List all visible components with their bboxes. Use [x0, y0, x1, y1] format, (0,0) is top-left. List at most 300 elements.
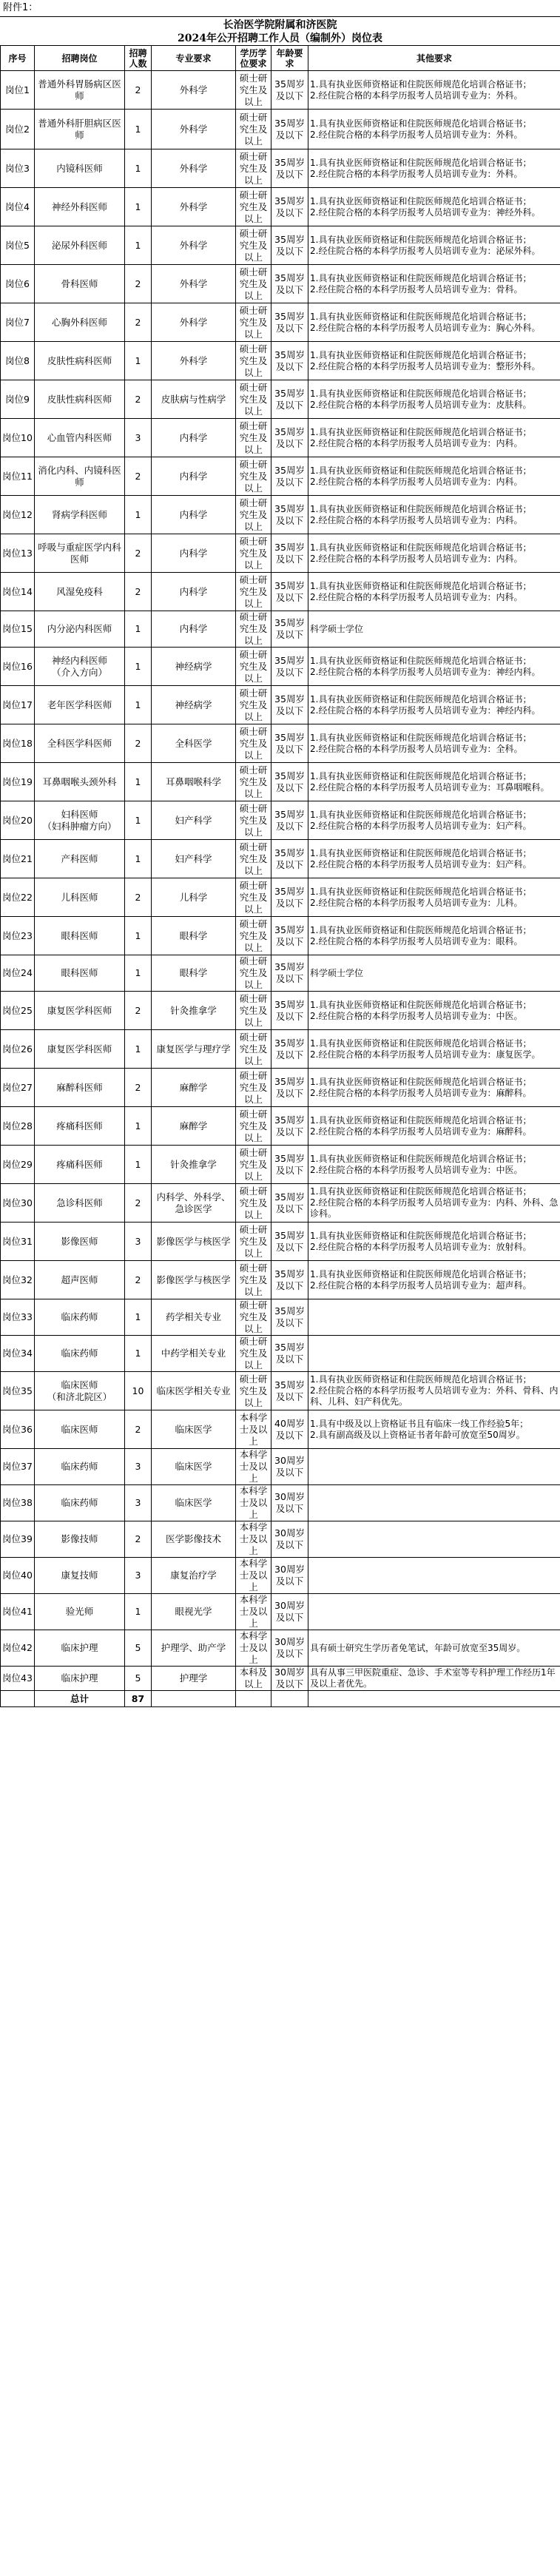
cell-edu: 硕士研究生及以上 [236, 265, 271, 303]
header-edu: 学历学位要求 [236, 46, 271, 71]
cell-age: 30周岁及以下 [271, 1558, 308, 1594]
cell-other [308, 1299, 560, 1336]
cell-edu: 硕士研究生及以上 [236, 380, 271, 419]
cell-no: 岗位17 [1, 686, 35, 724]
cell-other [308, 1449, 560, 1485]
cell-no: 岗位12 [1, 496, 35, 534]
cell-other [308, 1336, 560, 1372]
cell-other: 1.具有执业医师资格证和住院医师规范化培训合格证书； 2.经住院合格的本科学历报考人员培训专业为：内科。 [308, 496, 560, 534]
cell-count: 1 [125, 917, 152, 955]
cell-age: 35周岁及以下 [271, 188, 308, 226]
table-row [1, 303, 560, 342]
cell-post: 全科医学科医师 [35, 724, 125, 763]
cell-edu: 硕士研究生及以上 [236, 1107, 271, 1146]
cell-other: 1.具有执业医师资格证和住院医师规范化培训合格证书； 2.经住院合格的本科学历报考人员培训专业为：内科。 [308, 457, 560, 496]
cell-post: 疼痛科医师 [35, 1146, 125, 1184]
cell-count: 2 [125, 992, 152, 1030]
cell-major: 内科学 [152, 611, 236, 648]
cell-major: 外科学 [152, 110, 236, 149]
cell-post: 临床药师 [35, 1485, 125, 1521]
cell-age: 35周岁及以下 [271, 648, 308, 686]
cell-post: 麻醉科医师 [35, 1069, 125, 1107]
cell-major: 麻醉学 [152, 1107, 236, 1146]
table-row [1, 342, 560, 380]
cell-major: 神经病学 [152, 648, 236, 686]
cell-age: 35周岁及以下 [271, 1261, 308, 1299]
cell-count: 1 [125, 188, 152, 226]
cell-edu: 硕士研究生及以上 [236, 724, 271, 763]
cell-edu: 硕士研究生及以上 [236, 1030, 271, 1069]
cell-edu: 硕士研究生及以上 [236, 496, 271, 534]
table-row [1, 1299, 560, 1336]
cell-other: 1.具有执业医师资格证和住院医师规范化培训合格证书； 2.经住院合格的本科学历报考人员培训专业为：中医。 [308, 1146, 560, 1184]
cell-major: 临床医学 [152, 1485, 236, 1521]
table-row [1, 1223, 560, 1261]
cell-no: 岗位39 [1, 1521, 35, 1558]
cell-post: 临床药师 [35, 1299, 125, 1336]
cell-count: 2 [125, 1521, 152, 1558]
cell-post: 普通外科胃肠病区医师 [35, 71, 125, 110]
cell-no: 岗位33 [1, 1299, 35, 1336]
cell-other: 具有从事三甲医院重症、急诊、手术室等专科护理工作经历1年及以上者优先。 [308, 1667, 560, 1691]
cell-no: 岗位16 [1, 648, 35, 686]
cell-no: 岗位32 [1, 1261, 35, 1299]
cell-age: 35周岁及以下 [271, 992, 308, 1030]
cell-post: 妇科医师 （妇科肿瘤方向） [35, 801, 125, 840]
cell-major: 外科学 [152, 342, 236, 380]
cell-post: 心血管内科医师 [35, 419, 125, 457]
cell-major: 针灸推拿学 [152, 1146, 236, 1184]
cell-other: 1.具有执业医师资格证和住院医师规范化培训合格证书； 2.经住院合格的本科学历报考人员培训专业为：泌尿外科。 [308, 226, 560, 265]
cell-edu: 本科学士及以上 [236, 1449, 271, 1485]
attachment-label: 附件1： [0, 0, 560, 17]
cell-edu: 硕士研究生及以上 [236, 342, 271, 380]
cell-other: 1.具有中级及以上资格证书且有临床一线工作经验5年； 2.具有副高级及以上资格证书者年龄可放宽至50周岁。 [308, 1410, 560, 1449]
cell-edu: 硕士研究生及以上 [236, 955, 271, 992]
table-row [1, 1410, 560, 1449]
cell-major: 内科学 [152, 573, 236, 611]
cell-age: 35周岁及以下 [271, 878, 308, 917]
cell-post: 儿科医师 [35, 878, 125, 917]
table-row [1, 878, 560, 917]
cell-major: 眼视光学 [152, 1594, 236, 1630]
cell-age: 35周岁及以下 [271, 380, 308, 419]
cell-major: 护理学 [152, 1667, 236, 1691]
table-row [1, 840, 560, 878]
cell-count: 2 [125, 380, 152, 419]
cell-count: 1 [125, 648, 152, 686]
cell-other: 1.具有执业医师资格证和住院医师规范化培训合格证书； 2.经住院合格的本科学历报考人员培训专业为：麻醉科。 [308, 1069, 560, 1107]
table-row [1, 1146, 560, 1184]
cell-post: 影像技师 [35, 1521, 125, 1558]
cell-edu: 硕士研究生及以上 [236, 226, 271, 265]
cell-edu: 本科学士及以上 [236, 1521, 271, 1558]
cell-count: 1 [125, 611, 152, 648]
cell-age: 35周岁及以下 [271, 1336, 308, 1372]
cell-count: 2 [125, 724, 152, 763]
table-row [1, 992, 560, 1030]
cell-post: 泌尿外科医师 [35, 226, 125, 265]
header-row [1, 46, 560, 71]
cell-no: 岗位30 [1, 1184, 35, 1223]
table-row [1, 1336, 560, 1372]
table-row [1, 686, 560, 724]
cell-major: 临床医学相关专业 [152, 1372, 236, 1410]
cell-count: 1 [125, 763, 152, 801]
cell-post: 急诊科医师 [35, 1184, 125, 1223]
cell-no: 岗位14 [1, 573, 35, 611]
header-post: 招聘岗位 [35, 46, 125, 71]
cell-other: 1.具有执业医师资格证和住院医师规范化培训合格证书； 2.经住院合格的本科学历报考人员培训专业为：儿科。 [308, 878, 560, 917]
table-row [1, 380, 560, 419]
cell-other: 1.具有执业医师资格证和住院医师规范化培训合格证书； 2.经住院合格的本科学历报考人员培训专业为：放射科。 [308, 1223, 560, 1261]
cell-edu: 硕士研究生及以上 [236, 1069, 271, 1107]
cell-post: 临床医师 （和济北院区） [35, 1372, 125, 1410]
cell-age: 30周岁及以下 [271, 1449, 308, 1485]
cell-edu: 硕士研究生及以上 [236, 303, 271, 342]
cell-count: 2 [125, 1410, 152, 1449]
cell-other [308, 1521, 560, 1558]
cell-other: 1.具有执业医师资格证和住院医师规范化培训合格证书； 2.经住院合格的本科学历报考人员培训专业为：眼科。 [308, 917, 560, 955]
cell-post: 耳鼻咽喉头颈外科 [35, 763, 125, 801]
cell-other: 1.具有执业医师资格证和住院医师规范化培训合格证书； 2.经住院合格的本科学历报考人员培训专业为：神经内科。 [308, 686, 560, 724]
cell-other: 1.具有执业医师资格证和住院医师规范化培训合格证书； 2.经住院合格的本科学历报考人员培训专业为：全科。 [308, 724, 560, 763]
cell-major: 内科学、外科学、急诊医学 [152, 1184, 236, 1223]
cell-age: 35周岁及以下 [271, 1299, 308, 1336]
cell-no: 岗位5 [1, 226, 35, 265]
cell-post: 消化内科、内镜科医师 [35, 457, 125, 496]
cell-other: 1.具有执业医师资格证和住院医师规范化培训合格证书； 2.经住院合格的本科学历报考人员培训专业为：超声科。 [308, 1261, 560, 1299]
cell-post: 康复医学科医师 [35, 992, 125, 1030]
cell-major: 眼科学 [152, 955, 236, 992]
cell-age: 35周岁及以下 [271, 419, 308, 457]
table-row [1, 419, 560, 457]
cell-edu: 硕士研究生及以上 [236, 917, 271, 955]
cell-edu: 硕士研究生及以上 [236, 648, 271, 686]
cell-edu: 硕士研究生及以上 [236, 1223, 271, 1261]
cell-major: 妇产科学 [152, 801, 236, 840]
cell-edu: 硕士研究生及以上 [236, 1372, 271, 1410]
cell-other [308, 1594, 560, 1630]
cell-major: 眼科学 [152, 917, 236, 955]
header-other: 其他要求 [308, 46, 560, 71]
cell-age: 35周岁及以下 [271, 110, 308, 149]
cell-major: 内科学 [152, 496, 236, 534]
cell-age: 30周岁及以下 [271, 1667, 308, 1691]
cell-no: 岗位13 [1, 534, 35, 573]
table-row [1, 1521, 560, 1558]
table-row [1, 648, 560, 686]
cell-no: 岗位24 [1, 955, 35, 992]
cell-edu: 硕士研究生及以上 [236, 801, 271, 840]
cell-major: 外科学 [152, 188, 236, 226]
cell-post: 超声医师 [35, 1261, 125, 1299]
cell-count: 3 [125, 419, 152, 457]
cell-no: 岗位4 [1, 188, 35, 226]
cell-major: 皮肤病与性病学 [152, 380, 236, 419]
cell-post: 影像医师 [35, 1223, 125, 1261]
cell-other: 1.具有执业医师资格证和住院医师规范化培训合格证书； 2.经住院合格的本科学历报考人员培训专业为：内科。 [308, 419, 560, 457]
cell-edu: 硕士研究生及以上 [236, 188, 271, 226]
cell-count: 2 [125, 265, 152, 303]
cell-other: 1.具有执业医师资格证和住院医师规范化培训合格证书； 2.经住院合格的本科学历报考人员培训专业为：皮肤科。 [308, 380, 560, 419]
cell-major: 中药学相关专业 [152, 1336, 236, 1372]
title-line-2: 2024年公开招聘工作人员（编制外）岗位表 [178, 33, 382, 44]
cell-count: 1 [125, 1299, 152, 1336]
cell-other: 1.具有执业医师资格证和住院医师规范化培训合格证书； 2.经住院合格的本科学历报考人员培训专业为：内科、外科、急诊科。 [308, 1184, 560, 1223]
cell-other: 1.具有执业医师资格证和住院医师规范化培训合格证书； 2.经住院合格的本科学历报考人员培训专业为：内科。 [308, 573, 560, 611]
cell-edu: 硕士研究生及以上 [236, 878, 271, 917]
cell-edu: 本科学士及以上 [236, 1485, 271, 1521]
cell-count: 2 [125, 573, 152, 611]
cell-no: 岗位37 [1, 1449, 35, 1485]
table-row [1, 457, 560, 496]
table-row [1, 1485, 560, 1521]
cell-count: 1 [125, 955, 152, 992]
cell-count: 3 [125, 1485, 152, 1521]
cell-major: 内科学 [152, 457, 236, 496]
cell-post: 临床药师 [35, 1449, 125, 1485]
cell-edu: 硕士研究生及以上 [236, 419, 271, 457]
cell-no: 岗位18 [1, 724, 35, 763]
cell-other: 1.具有执业医师资格证和住院医师规范化培训合格证书； 2.经住院合格的本科学历报考人员培训专业为：内科。 [308, 534, 560, 573]
table-row [1, 1594, 560, 1630]
cell-age: 35周岁及以下 [271, 342, 308, 380]
cell-major: 外科学 [152, 226, 236, 265]
cell-edu: 硕士研究生及以上 [236, 573, 271, 611]
table-row [1, 226, 560, 265]
cell-major: 内科学 [152, 419, 236, 457]
cell-count: 1 [125, 226, 152, 265]
cell-major: 影像医学与核医学 [152, 1223, 236, 1261]
cell-post: 临床医师 [35, 1410, 125, 1449]
table-row [1, 265, 560, 303]
cell-count: 3 [125, 1223, 152, 1261]
cell-other: 1.具有执业医师资格证和住院医师规范化培训合格证书； 2.经住院合格的本科学历报考人员培训专业为：外科。 [308, 71, 560, 110]
cell-other: 具有硕士研究生学历者免笔试，年龄可放宽至35周岁。 [308, 1630, 560, 1667]
cell-age: 35周岁及以下 [271, 917, 308, 955]
cell-post: 风湿免疫科 [35, 573, 125, 611]
cell-no: 岗位20 [1, 801, 35, 840]
table-row [1, 149, 560, 188]
cell-count: 1 [125, 686, 152, 724]
cell-edu: 硕士研究生及以上 [236, 534, 271, 573]
cell-age: 35周岁及以下 [271, 1107, 308, 1146]
cell-major: 康复医学与理疗学 [152, 1030, 236, 1069]
cell-no: 岗位21 [1, 840, 35, 878]
cell-major: 麻醉学 [152, 1069, 236, 1107]
header-age: 年龄要求 [271, 46, 308, 71]
total-label: 总计 [35, 1691, 125, 1707]
cell-count: 2 [125, 878, 152, 917]
cell-major: 外科学 [152, 149, 236, 188]
title-line-1: 长治医学院附属和济医院 [223, 19, 337, 31]
cell-no: 岗位22 [1, 878, 35, 917]
cell-other: 科学硕士学位 [308, 611, 560, 648]
cell-no: 岗位7 [1, 303, 35, 342]
cell-major: 耳鼻咽喉科学 [152, 763, 236, 801]
cell-age: 35周岁及以下 [271, 1184, 308, 1223]
cell-major: 康复治疗学 [152, 1558, 236, 1594]
cell-edu: 本科及以上 [236, 1667, 271, 1691]
cell-no: 岗位8 [1, 342, 35, 380]
table-row [1, 1184, 560, 1223]
cell-post: 神经外科医师 [35, 188, 125, 226]
cell-post: 验光师 [35, 1594, 125, 1630]
cell-age: 35周岁及以下 [271, 534, 308, 573]
header-major: 专业要求 [152, 46, 236, 71]
table-row [1, 724, 560, 763]
cell-count: 5 [125, 1667, 152, 1691]
cell-no: 岗位27 [1, 1069, 35, 1107]
table-row [1, 801, 560, 840]
cell-age: 35周岁及以下 [271, 303, 308, 342]
cell-no: 岗位34 [1, 1336, 35, 1372]
header-count: 招聘人数 [125, 46, 152, 71]
cell-count: 2 [125, 303, 152, 342]
cell-major: 儿科学 [152, 878, 236, 917]
cell-other: 1.具有执业医师资格证和住院医师规范化培训合格证书； 2.经住院合格的本科学历报考人员培训专业为：妇产科。 [308, 801, 560, 840]
cell-post: 呼吸与重症医学内科医师 [35, 534, 125, 573]
cell-post: 内分泌内科医师 [35, 611, 125, 648]
cell-post: 临床护理 [35, 1630, 125, 1667]
total-row [1, 1691, 560, 1707]
table-row [1, 1449, 560, 1485]
cell-no: 岗位40 [1, 1558, 35, 1594]
cell-no: 岗位6 [1, 265, 35, 303]
cell-other: 1.具有执业医师资格证和住院医师规范化培训合格证书； 2.经住院合格的本科学历报考人员培训专业为：外科。 [308, 110, 560, 149]
cell-no: 岗位28 [1, 1107, 35, 1146]
cell-edu: 本科学士及以上 [236, 1594, 271, 1630]
table-row [1, 1558, 560, 1594]
cell-no: 岗位26 [1, 1030, 35, 1069]
cell-edu: 硕士研究生及以上 [236, 840, 271, 878]
cell-no: 岗位29 [1, 1146, 35, 1184]
cell-count: 1 [125, 1146, 152, 1184]
cell-post: 老年医学科医师 [35, 686, 125, 724]
cell-post: 眼科医师 [35, 955, 125, 992]
cell-post: 康复医学科医师 [35, 1030, 125, 1069]
cell-count: 5 [125, 1630, 152, 1667]
table-row [1, 611, 560, 648]
cell-no: 岗位2 [1, 110, 35, 149]
cell-other: 1.具有执业医师资格证和住院医师规范化培训合格证书； 2.经住院合格的本科学历报考人员培训专业为：康复医学。 [308, 1030, 560, 1069]
cell-major: 影像医学与核医学 [152, 1261, 236, 1299]
cell-age: 35周岁及以下 [271, 1146, 308, 1184]
cell-post: 疼痛科医师 [35, 1107, 125, 1146]
cell-other: 1.具有执业医师资格证和住院医师规范化培训合格证书； 2.经住院合格的本科学历报考人员培训专业为：外科。 [308, 149, 560, 188]
cell-other: 1.具有执业医师资格证和住院医师规范化培训合格证书； 2.经住院合格的本科学历报考人员培训专业为：耳鼻咽喉科。 [308, 763, 560, 801]
cell-count: 2 [125, 534, 152, 573]
table-row [1, 1030, 560, 1069]
cell-age: 35周岁及以下 [271, 265, 308, 303]
cell-major: 外科学 [152, 303, 236, 342]
cell-no: 岗位35 [1, 1372, 35, 1410]
cell-age: 35周岁及以下 [271, 1069, 308, 1107]
cell-major: 临床医学 [152, 1449, 236, 1485]
cell-count: 1 [125, 496, 152, 534]
table-row [1, 573, 560, 611]
cell-major: 外科学 [152, 265, 236, 303]
cell-edu: 本科学士及以上 [236, 1410, 271, 1449]
cell-count: 1 [125, 1336, 152, 1372]
table-row [1, 955, 560, 992]
cell-post: 普通外科肝胆病区医师 [35, 110, 125, 149]
cell-count: 2 [125, 1261, 152, 1299]
cell-no: 岗位41 [1, 1594, 35, 1630]
cell-other [308, 1558, 560, 1594]
cell-post: 临床护理 [35, 1667, 125, 1691]
cell-no: 岗位11 [1, 457, 35, 496]
table-row [1, 1667, 560, 1691]
header-no: 序号 [1, 46, 35, 71]
cell-edu: 硕士研究生及以上 [236, 992, 271, 1030]
cell-edu: 本科学士及以上 [236, 1630, 271, 1667]
cell-age: 35周岁及以下 [271, 1372, 308, 1410]
cell-count: 3 [125, 1449, 152, 1485]
cell-age: 35周岁及以下 [271, 724, 308, 763]
cell-count: 1 [125, 1107, 152, 1146]
cell-edu: 本科学士及以上 [236, 1558, 271, 1594]
table-row [1, 1069, 560, 1107]
cell-major: 全科医学 [152, 724, 236, 763]
cell-edu: 硕士研究生及以上 [236, 1146, 271, 1184]
cell-other: 1.具有执业医师资格证和住院医师规范化培训合格证书； 2.经住院合格的本科学历报考人员培训专业为：麻醉科。 [308, 1107, 560, 1146]
cell-no: 岗位9 [1, 380, 35, 419]
cell-no: 岗位3 [1, 149, 35, 188]
cell-edu: 硕士研究生及以上 [236, 1261, 271, 1299]
table-row [1, 763, 560, 801]
cell-post: 内镜科医师 [35, 149, 125, 188]
cell-post: 皮肤性病科医师 [35, 342, 125, 380]
table-row [1, 1261, 560, 1299]
cell-age: 35周岁及以下 [271, 573, 308, 611]
table-row [1, 1630, 560, 1667]
cell-other: 科学硕士学位 [308, 955, 560, 992]
cell-no: 岗位1 [1, 71, 35, 110]
cell-edu: 硕士研究生及以上 [236, 1184, 271, 1223]
cell-major: 妇产科学 [152, 840, 236, 878]
cell-age: 35周岁及以下 [271, 1030, 308, 1069]
cell-age: 35周岁及以下 [271, 840, 308, 878]
cell-count: 2 [125, 1184, 152, 1223]
cell-age: 35周岁及以下 [271, 1223, 308, 1261]
cell-age: 30周岁及以下 [271, 1485, 308, 1521]
cell-count: 1 [125, 110, 152, 149]
cell-age: 35周岁及以下 [271, 955, 308, 992]
table-row [1, 496, 560, 534]
cell-age: 40周岁及以下 [271, 1410, 308, 1449]
cell-other [308, 1485, 560, 1521]
cell-count: 3 [125, 1558, 152, 1594]
cell-age: 35周岁及以下 [271, 457, 308, 496]
cell-major: 神经病学 [152, 686, 236, 724]
cell-other: 1.具有执业医师资格证和住院医师规范化培训合格证书； 2.经住院合格的本科学历报考人员培训专业为：骨科。 [308, 265, 560, 303]
cell-edu: 硕士研究生及以上 [236, 71, 271, 110]
cell-age: 35周岁及以下 [271, 763, 308, 801]
cell-major: 医学影像技术 [152, 1521, 236, 1558]
table-row [1, 917, 560, 955]
cell-major: 针灸推拿学 [152, 992, 236, 1030]
cell-count: 2 [125, 457, 152, 496]
cell-post: 眼科医师 [35, 917, 125, 955]
cell-edu: 硕士研究生及以上 [236, 686, 271, 724]
cell-major: 药学相关专业 [152, 1299, 236, 1336]
cell-no: 岗位43 [1, 1667, 35, 1691]
cell-edu: 硕士研究生及以上 [236, 149, 271, 188]
cell-edu: 硕士研究生及以上 [236, 1336, 271, 1372]
cell-age: 35周岁及以下 [271, 686, 308, 724]
